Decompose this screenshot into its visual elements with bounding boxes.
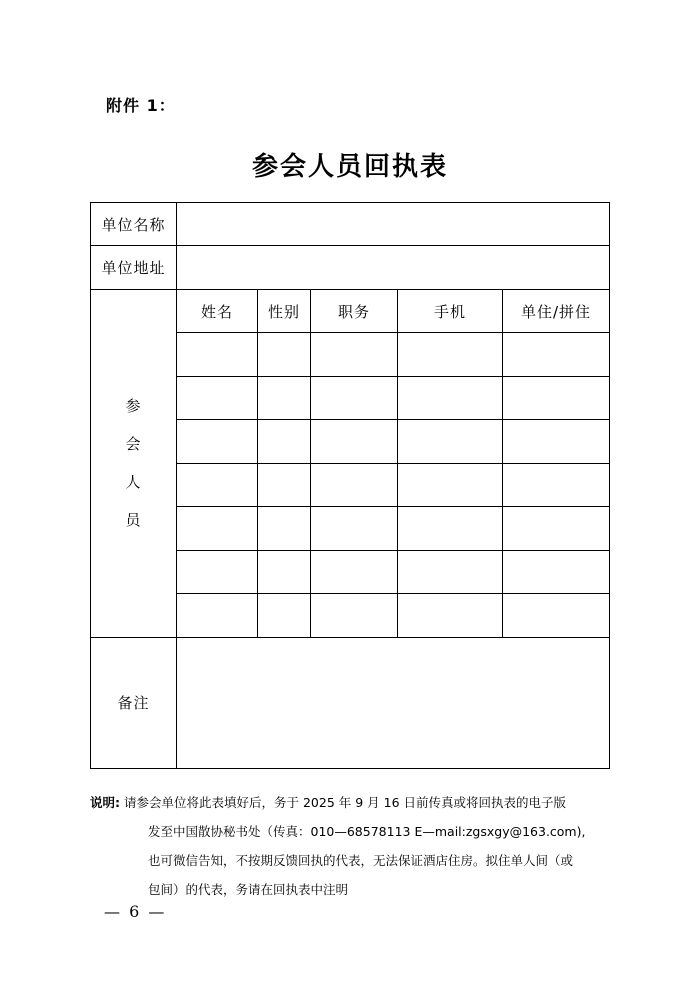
- attendee-gender-cell[interactable]: [258, 333, 311, 377]
- remarks-field[interactable]: [177, 637, 610, 768]
- unit-name-label: 单位名称: [91, 203, 177, 246]
- attendee-position-cell[interactable]: [311, 463, 398, 507]
- attendee-room-cell[interactable]: [503, 463, 610, 507]
- attendees-label-char: 员: [125, 511, 142, 530]
- attendee-gender-cell[interactable]: [258, 550, 311, 594]
- column-header-name: 姓名: [177, 290, 258, 333]
- unit-address-label: 单位地址: [91, 246, 177, 290]
- attachment-label: 附件 1：: [106, 96, 176, 115]
- attendee-name-cell[interactable]: [177, 463, 258, 507]
- attendee-room-cell[interactable]: [503, 594, 610, 638]
- attendees-label-char: 参: [125, 397, 142, 416]
- attendee-gender-cell[interactable]: [258, 420, 311, 464]
- attendee-name-cell[interactable]: [177, 507, 258, 551]
- note-line: 发至中国散协秘书处（传真：010—68578113 E—mail:zgsxgy@163.com),: [148, 824, 586, 839]
- attendee-mobile-cell[interactable]: [398, 507, 503, 551]
- attendee-room-cell[interactable]: [503, 550, 610, 594]
- attendee-position-cell[interactable]: [311, 507, 398, 551]
- attendee-name-cell[interactable]: [177, 420, 258, 464]
- receipt-form-table: [90, 202, 610, 769]
- attendee-position-cell[interactable]: [311, 420, 398, 464]
- attendee-mobile-cell[interactable]: [398, 594, 503, 638]
- attendee-mobile-cell[interactable]: [398, 333, 503, 377]
- unit-name-field[interactable]: [177, 203, 610, 246]
- attendee-mobile-cell[interactable]: [398, 376, 503, 420]
- attendee-name-cell[interactable]: [177, 333, 258, 377]
- attendee-room-cell[interactable]: [503, 376, 610, 420]
- attendee-mobile-cell[interactable]: [398, 420, 503, 464]
- attendee-position-cell[interactable]: [311, 550, 398, 594]
- page-title: 参会人员回执表: [251, 152, 448, 182]
- remarks-label: 备注: [91, 637, 177, 768]
- instructions-note: [90, 788, 630, 904]
- attendee-room-cell[interactable]: [503, 333, 610, 377]
- attendee-gender-cell[interactable]: [258, 507, 311, 551]
- attendee-room-cell[interactable]: [503, 507, 610, 551]
- attendee-mobile-cell[interactable]: [398, 550, 503, 594]
- note-line: 也可微信告知，不按期反馈回执的代表，无法保证酒店住房。拟住单人间（或: [148, 853, 574, 868]
- page-number: — 6 —: [104, 902, 167, 921]
- column-header-room-type: 单住/拼住: [503, 290, 610, 333]
- unit-address-field[interactable]: [177, 246, 610, 290]
- attendees-label-char: 会: [125, 435, 142, 454]
- attendee-position-cell[interactable]: [311, 594, 398, 638]
- attendee-name-cell[interactable]: [177, 376, 258, 420]
- attendee-gender-cell[interactable]: [258, 463, 311, 507]
- attendee-name-cell[interactable]: [177, 594, 258, 638]
- column-header-mobile: 手机: [398, 290, 503, 333]
- attendee-gender-cell[interactable]: [258, 594, 311, 638]
- attendee-position-cell[interactable]: [311, 333, 398, 377]
- attendees-label: [91, 290, 177, 638]
- note-line: 请参会单位将此表填好后，务于 2025 年 9 月 16 日前传真或将回执表的电子版: [123, 795, 566, 810]
- attendee-mobile-cell[interactable]: [398, 463, 503, 507]
- column-header-position: 职务: [311, 290, 398, 333]
- note-line: 包间）的代表，务请在回执表中注明: [148, 882, 349, 897]
- column-header-gender: 性别: [258, 290, 311, 333]
- attendee-position-cell[interactable]: [311, 376, 398, 420]
- attendee-room-cell[interactable]: [503, 420, 610, 464]
- attendee-gender-cell[interactable]: [258, 376, 311, 420]
- attendees-label-char: 人: [125, 473, 142, 492]
- note-label: 说明:: [90, 795, 120, 810]
- attendee-name-cell[interactable]: [177, 550, 258, 594]
